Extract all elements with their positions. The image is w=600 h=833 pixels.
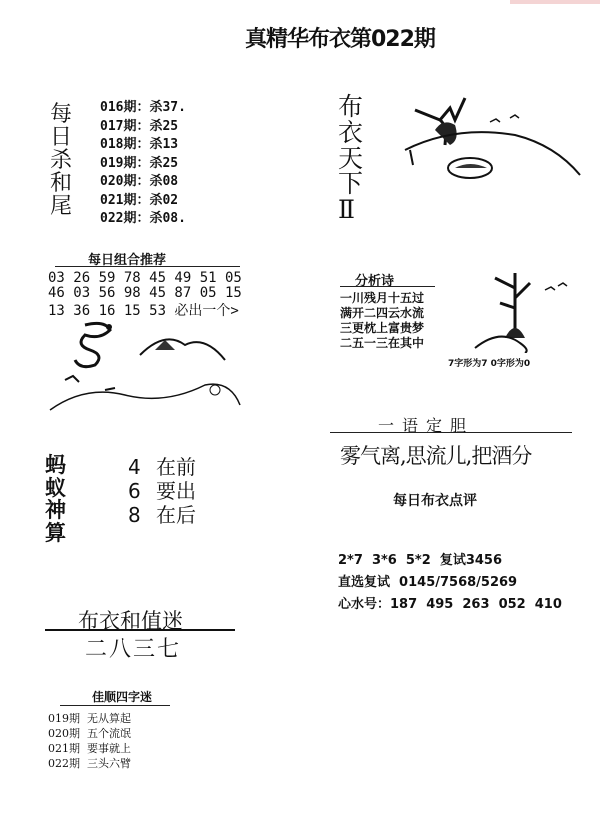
poem-line: 满开二四云水流	[340, 306, 425, 320]
vertical-char: 布	[338, 92, 364, 121]
riddle-list	[48, 710, 131, 770]
ant-number: 8	[128, 503, 141, 527]
list-item: 13 36 16 15 53 必出一个>	[48, 303, 239, 319]
list-item: 020期 五个流氓	[48, 727, 131, 740]
daily-kill-vertical-title	[50, 103, 72, 218]
poem-line: 二五一三在其中	[340, 336, 425, 350]
vertical-char: 和	[50, 171, 73, 197]
dragon-landscape-illustration	[45, 315, 245, 415]
shape-note: 7字形为7 0字形为0	[448, 359, 531, 369]
list-item: 017期：杀25	[100, 118, 179, 134]
combo-divider	[55, 266, 240, 267]
vertical-char: 蚂	[45, 452, 66, 477]
list-item: 2*7 3*6 5*2 复试3456	[338, 553, 503, 568]
daily-kill-list	[100, 96, 186, 226]
vertical-char: 天	[338, 143, 364, 173]
ant-predictions	[128, 451, 196, 527]
buyi-tianxia-vertical-title	[338, 94, 363, 223]
yiyu-divider	[330, 432, 572, 433]
vertical-char: Ⅱ	[338, 195, 355, 224]
landscape-sketch-illustration	[395, 90, 585, 190]
analysis-poem	[340, 289, 424, 349]
ant-text: 在后	[156, 503, 196, 527]
list-item: 021期 要事就上	[48, 742, 131, 755]
list-item	[128, 451, 196, 479]
riddle-divider	[60, 705, 170, 706]
vertical-char: 日	[50, 125, 73, 151]
vertical-char: 神	[45, 497, 66, 523]
corner-mark	[510, 0, 600, 4]
vertical-char: 蚁	[45, 474, 66, 500]
list-item: 019期 无从算起	[48, 712, 131, 725]
yiyu-heading: 一语定胆	[378, 416, 475, 435]
list-item: 心水号：187 495 263 052 410	[338, 597, 562, 612]
combo-heading: 每日组合推荐	[88, 253, 167, 268]
list-item: 022期：杀08.	[100, 211, 186, 226]
list-item: 019期：杀25	[100, 155, 179, 171]
list-item	[128, 499, 196, 527]
analysis-divider	[340, 286, 435, 287]
hezhi-heading: 布衣和值迷	[78, 609, 183, 633]
analysis-heading: 分析诗	[355, 274, 395, 289]
list-item: 46 03 56 98 45 87 05 15	[48, 285, 242, 301]
list-item: 020期：杀08	[100, 174, 179, 189]
hezhi-text: 二八三七	[85, 637, 182, 662]
ant-vertical-title	[45, 454, 66, 545]
ant-number: 6	[128, 479, 141, 503]
poem-line: 一川残月十五过	[340, 291, 425, 305]
list-item: 022期 三头六臂	[48, 757, 131, 770]
poem-line: 三更枕上富贵梦	[340, 321, 425, 335]
ant-number: 4	[128, 455, 141, 479]
riddle-heading: 佳顺四字迷	[92, 690, 153, 704]
yiyu-text: 雾气离,思流儿,把酒分	[340, 444, 532, 468]
list-item: 021期：杀02	[100, 192, 179, 208]
vertical-char: 尾	[50, 194, 73, 220]
vertical-char: 算	[45, 520, 66, 546]
vertical-char: 衣	[338, 117, 364, 147]
review-lines	[338, 549, 562, 615]
page-title: 真精华布衣第022期	[245, 27, 435, 52]
vertical-char: 下	[338, 169, 364, 199]
list-item	[128, 475, 196, 503]
combo-number-list	[48, 270, 242, 319]
tree-sketch-illustration	[470, 268, 580, 353]
list-item: 016期：杀37.	[100, 100, 186, 115]
ant-text: 要出	[156, 479, 196, 503]
list-item: 03 26 59 78 45 49 51 05	[48, 270, 242, 286]
review-heading: 每日布衣点评	[393, 493, 477, 509]
list-item: 直选复试 0145/7568/5269	[338, 575, 518, 590]
hezhi-divider	[45, 629, 235, 631]
ant-text: 在前	[156, 455, 196, 479]
list-item: 018期：杀13	[100, 137, 179, 152]
vertical-char: 每	[50, 102, 73, 127]
vertical-char: 杀	[50, 148, 73, 174]
